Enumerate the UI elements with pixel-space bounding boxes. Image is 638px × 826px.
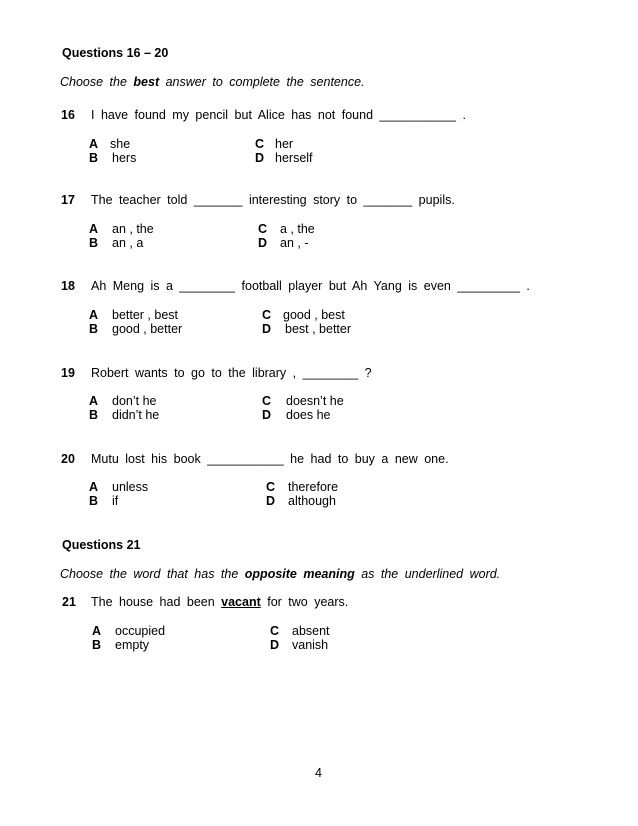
option-letter: C <box>262 308 272 322</box>
option-text: better , best <box>112 308 179 322</box>
instruction-text: Choose the word that has the <box>60 567 245 581</box>
question-number: 16 <box>61 108 75 122</box>
question-text <box>91 595 348 610</box>
option-text: empty <box>115 638 150 652</box>
option-text: hers <box>112 151 137 165</box>
option-text: therefore <box>288 480 339 494</box>
section-heading: Questions 16 – 20 <box>62 46 169 60</box>
option-letter: A <box>89 137 99 151</box>
question-number: 17 <box>61 193 75 207</box>
question-text-part: for two years. <box>260 595 349 609</box>
question-text: Mutu lost his book ___________ he had to buy a new one. <box>91 452 449 466</box>
option-text: if <box>112 494 119 508</box>
instruction-text: Choose the <box>60 75 134 89</box>
option-text: does he <box>286 408 331 422</box>
option-letter: D <box>262 408 272 422</box>
option-text: didn’t he <box>112 408 160 422</box>
instruction-emphasis: opposite meaning <box>244 567 355 581</box>
option-letter: A <box>92 624 102 638</box>
option-text: unless <box>112 480 149 494</box>
option-letter: C <box>262 394 272 408</box>
option-text: an , - <box>280 236 309 250</box>
option-text: best , better <box>285 322 352 336</box>
option-text: absent <box>292 624 330 638</box>
question-text-part: The house had been <box>91 595 222 609</box>
option-text: occupied <box>115 624 166 638</box>
option-letter: A <box>89 394 99 408</box>
section-heading: Questions 21 <box>62 538 141 552</box>
option-letter: B <box>89 151 99 165</box>
option-letter: D <box>262 322 272 336</box>
instruction-text: as the underlined word. <box>354 567 501 581</box>
question-text: Ah Meng is a ________ football player but Ah Yang is even _________ . <box>91 279 530 293</box>
option-text: vanish <box>292 638 329 652</box>
option-text: don’t he <box>112 394 157 408</box>
option-letter: B <box>92 638 102 652</box>
option-text: she <box>110 137 131 151</box>
option-letter: D <box>258 236 268 250</box>
section-instruction <box>60 75 365 90</box>
question-number: 18 <box>61 279 75 293</box>
option-letter: B <box>89 494 99 508</box>
option-letter: C <box>255 137 265 151</box>
option-text: an , the <box>112 222 154 236</box>
option-letter: D <box>266 494 276 508</box>
option-letter: C <box>266 480 276 494</box>
option-letter: B <box>89 322 99 336</box>
page-number: 4 <box>315 766 322 780</box>
option-text: good , better <box>112 322 183 336</box>
option-letter: D <box>255 151 265 165</box>
question-number: 20 <box>61 452 75 466</box>
instruction-text: answer to complete the sentence. <box>159 75 365 89</box>
option-letter: D <box>270 638 280 652</box>
question-number: 19 <box>61 366 75 380</box>
question-text: The teacher told _______ interesting story to _______ pupils. <box>91 193 455 207</box>
option-letter: B <box>89 408 99 422</box>
option-text: although <box>288 494 336 508</box>
option-text: good , best <box>283 308 345 322</box>
option-text: an , a <box>112 236 144 250</box>
underlined-word: vacant <box>221 595 261 609</box>
question-text: I have found my pencil but Alice has not found ___________ . <box>91 108 466 122</box>
option-letter: C <box>270 624 280 638</box>
option-letter: A <box>89 480 99 494</box>
option-text: her <box>275 137 294 151</box>
question-number: 21 <box>62 595 76 609</box>
option-letter: A <box>89 222 99 236</box>
question-text: Robert wants to go to the library , ________ ? <box>91 366 372 380</box>
instruction-emphasis: best <box>133 75 160 89</box>
section-instruction <box>60 567 500 582</box>
option-text: doesn’t he <box>286 394 344 408</box>
option-letter: B <box>89 236 99 250</box>
option-letter: A <box>89 308 99 322</box>
option-text: a , the <box>280 222 315 236</box>
option-letter: C <box>258 222 268 236</box>
option-text: herself <box>275 151 313 165</box>
